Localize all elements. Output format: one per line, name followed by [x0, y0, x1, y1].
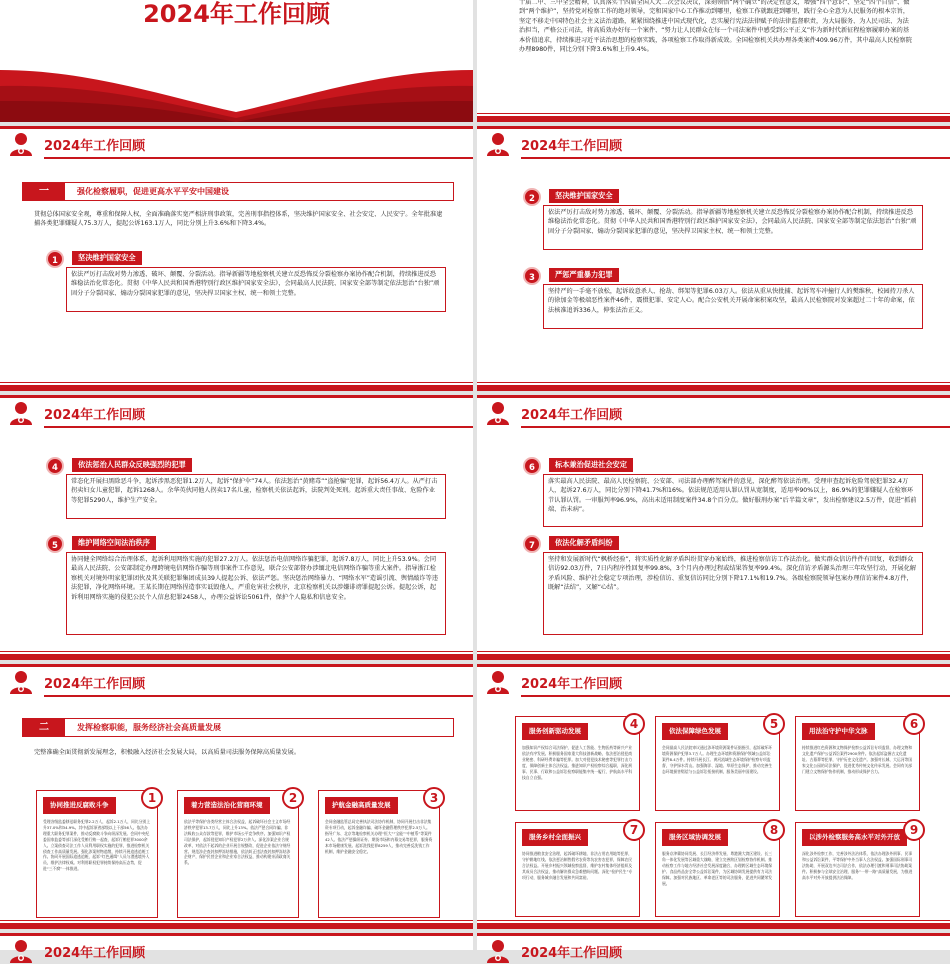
slide-partial	[0, 933, 473, 961]
person-icon	[8, 131, 34, 157]
item-box	[543, 284, 923, 329]
item-body: 坚持严的一手毫不放松，起诉故意杀人、抢劫、绑架等犯罪6.03万人。依法从重从快批捕、起诉驾车冲撞行人的樊维秋、校园持刀杀人的徐加金等极端恶性案件46件，震慑犯罪、安定人心。配合公安机关开展命案积案攻坚，最高人民检察院对发案超过二十年的命案，依法核准追诉336人，伸张法治正义。	[548, 288, 915, 314]
item-title: 标本兼治促进社会安定	[549, 458, 633, 472]
item-number: 4	[46, 457, 64, 475]
intro-paragraph: 十届二中、三中全会精神，认真落实十四届全国人大二次会议决议，深刻领悟“两个确立”的决定性意义，增强“四个意识”、坚定“四个自信”、做到“两个维护”，坚持党对检察工作的绝对领导，完和国家中心工作推动到哪里，检察工作就跟进到哪里，践行全心全意为人民服务的根本宗旨，坚定不移走中国特色社会主义法治道路，紧紧围绕推进中国式现代化，忠实履行宪法法律赋予的法律监督职责，为大局服务、为人民司法、为法治担当，严格公正司法，将高质效办好每一个案件、“努力让人民群众在每一个司法案件中感受到公平正义”作为新时代新征程检察履职办案的基本价值追求，持续推进习近平法治思想的检察实践，各项检察工作取得新成效。全国检察机关共办理各类案件409.96万件，其中最高人民检察院办理8980件，同比分别下降3.6%和上升9.4%。	[519, 0, 912, 54]
card-title: 以涉外检察服务高水平对外开放	[802, 829, 907, 846]
item-number: 7	[523, 535, 541, 553]
slide-header	[477, 664, 950, 698]
section-number: 二	[23, 719, 65, 736]
card-title: 着力营造法治化营商环境	[184, 797, 270, 814]
slide-header	[477, 126, 950, 160]
footer-bar	[477, 385, 950, 391]
card-title: 依法保障绿色发展	[662, 723, 728, 740]
item-body: 坚持和发展新时代“枫桥经验”，将实质性化解矛盾纠纷贯穿办案始终，推进检察信访工作法治化。做实群众信访件件有回复，收到群众信访92.03万件，7日内程序性回复率99.8%，3个月内办理过程或结果答复率99.4%。深化信访矛盾源头治理三年攻坚行动，开展化解矛盾风险、维护社会稳定专项治理，涉检信访、重复信访同比分别下降17.1%和19.7%。各级检察院领导包案办理信访案件4.8万件，既解“法结”，又解“心结”。	[548, 556, 917, 592]
card-body: 协同推进粮食安全治理，起诉破坏耕地、非法占用农用地等犯罪，守护耕地红线。依法惩治制售假劣农资等坑农害农犯罪，保障农民合法权益。开展乡村振兴领域检察监督，维护农村集体经济组织及其成员合法权益，推动解决群众急难愁盼问题。深化“检护民生”专项行动，服务城乡融合发展和共同富裕。	[522, 851, 633, 880]
slide-title: 2024年工作回顾	[521, 946, 623, 961]
card-number: 6	[903, 713, 925, 735]
item-box	[66, 267, 446, 312]
section-heading	[22, 718, 454, 737]
person-icon	[8, 938, 34, 964]
slide-title: 2024年工作回顾	[44, 139, 146, 154]
person-icon	[485, 131, 511, 157]
card	[655, 822, 780, 917]
item-box	[543, 552, 923, 635]
card-number: 5	[763, 713, 785, 735]
slide-section-one	[0, 126, 473, 391]
item-body: 落实最高人民法院、最高人民检察院、公安部、司法部办理醉驾案件的意见，深化醉驾依法治理。受理审查起诉危险驾驶犯罪32.4万人，起诉27.6万人，同比分别下降41.7%和16%。依法规范适用认罪认罚从宽制度，适用率90%以上，86.9%的犯罪嫌疑人在检察环节认罪认罚。一审服判率96.9%，高出未适用制度案件34.8个百分点。做好服刑办案“后半篇文章”，发出检察建议2.5万件，促进“抓前端、治未病”。	[548, 478, 917, 514]
section-number: 一	[23, 183, 65, 200]
slide-intro-text	[477, 0, 950, 122]
footer-bar	[0, 923, 473, 929]
footer-bar	[477, 654, 950, 660]
slide-title: 2024年工作回顾	[521, 408, 623, 423]
footer-bar	[477, 116, 950, 122]
item-box	[543, 474, 923, 527]
slide-header	[0, 664, 473, 698]
person-icon	[8, 669, 34, 695]
person-icon	[8, 400, 34, 426]
item-body: 依法严厉打击敌对势力渗透、破坏、颠覆、分裂活动。指导新疆等地检察机关建立反恐怖反分裂检察办案协作配合机制，持续推进反恐维稳法治化常态化。贯彻《中华人民共和国香港特别行政区维护国家安全法》，会同最高人民法院、国家安全部等制定依法惩治“台独”顽固分子分裂国家、煽动分裂国家犯罪的意见，坚决捍卫国家主权、统一和领土完整。	[71, 271, 440, 297]
card-number: 9	[903, 819, 925, 841]
card-number: 3	[423, 787, 445, 809]
card	[36, 790, 158, 918]
item-title: 严惩严重暴力犯罪	[549, 268, 619, 282]
item-title: 坚决维护国家安全	[549, 189, 619, 203]
card-body: 服务京津冀协同发展、长江经济带发展、粤港澳大湾区建设、长三角一体化发展等区域重大战略，建立完善跨区划检察协作机制。推动检察工作与地方经济社会发展深度融合，办理跨区域生态环境保护、食品药品安全等公益诉讼案件，为区域协调发展提供有力司法保障。加强对民族地区、革命老区等的司法服务，促进共同繁荣发展。	[662, 851, 773, 886]
item-number: 3	[523, 267, 541, 285]
section-title: 发挥检察职能，服务经济社会高质量发展	[77, 723, 221, 732]
footer-bar	[0, 385, 473, 391]
card-title: 服务乡村全面振兴	[522, 829, 588, 846]
card-title: 服务区域协调发展	[662, 829, 728, 846]
cover-title: 2024年工作回顾	[143, 0, 330, 28]
slide-cover	[0, 0, 473, 122]
slide-items-2-3	[477, 126, 950, 391]
slide-title: 2024年工作回顾	[44, 677, 146, 692]
item-box	[66, 552, 446, 635]
slide-title: 2024年工作回顾	[521, 139, 623, 154]
slide-header	[0, 395, 473, 429]
card-body: 会同最高人民法院审议通过涉环境资源案件证据指引，起诉破坏环境资源保护犯罪3.7万人。办理生态环境和资源保护领域公益诉讼案件8.4万件。持续开展长江、黄河流域生态环境保护检察专项监督，守护绿水青山。加强海洋、湿地、草原生态保护，推动完善生态环境损害赔偿与公益诉讼衔接机制，服务美丽中国建设。	[662, 745, 773, 774]
item-box	[543, 205, 923, 250]
footer-bar	[477, 923, 950, 929]
card-title: 协同推进反腐败斗争	[43, 797, 116, 814]
card-body: 会同金融监管总局完善执法司法协作机制，协同开展打击非法集资专项行动，起诉金融诈骗、破坏金融管理秩序犯罪2.5万人。指导广东、北京等地检察机关办理“恒大”“宝能”“中植系”等案件42人。依法严惩操纵证券、期货市场和内幕交易等犯罪，服务资本市场健康发展。起诉洗钱犯罪8259人，推动完善反洗钱工作机制，维护金融安全稳定。	[325, 819, 433, 854]
card-number: 1	[141, 787, 163, 809]
slide-title: 2024年工作回顾	[521, 677, 623, 692]
card-body: 加强知识产权综合司法保护，促进人工智能、生物医药等新兴产业依法有序发展。积极服务国家重大科技创新战略，依法惩治侵犯商业秘密、科研经费诈骗等犯罪。加大对侵犯技术秘密等犯罪打击力度，保障创新主体合法权益。推进知识产权检察综合履职，深化刑事、民事、行政和公益诉讼检察职能集中统一履行，护航高水平科技自立自强。	[522, 745, 633, 780]
card	[655, 716, 780, 811]
slide-cards-4-9	[477, 664, 950, 929]
item-title: 依法惩治人民群众反映强烈的犯罪	[72, 458, 192, 472]
item-title: 维护网络空间法治秩序	[72, 536, 156, 550]
slide-section-two	[0, 664, 473, 929]
person-icon	[485, 938, 511, 964]
section-title: 强化检察履职，促进更高水平平安中国建设	[77, 187, 229, 196]
slide-items-6-7	[477, 395, 950, 660]
slide-partial	[477, 933, 950, 961]
card	[795, 716, 920, 811]
card-title: 护航金融高质量发展	[325, 797, 398, 814]
item-number: 6	[523, 457, 541, 475]
card	[515, 822, 640, 917]
card	[795, 822, 920, 917]
card-body: 持续推进红色资源和文物保护检察公益诉讼专项监督，办理文物和文化遗产保护公益诉讼案件2900余件。依法起诉盗掘古文化遗址、古墓葬等犯罪，守护历史文化遗产。加强对长城、大运河等国家文化公园的司法保护，促进优秀传统文化传承发展。会同有关部门建立文物保护协作机制，推动形成保护合力。	[802, 745, 913, 774]
card	[515, 716, 640, 811]
red-ribbon-decoration	[0, 0, 473, 122]
item-body: 依法严厉打击敌对势力渗透、破坏、颠覆、分裂活动。指导新疆等地检察机关建立反恐怖反分裂检察办案协作配合机制，持续推进反恐维稳法治化常态化。贯彻《中华人民共和国香港特别行政区维护国家安全法》，会同最高人民法院、国家安全部等制定依法惩治“台独”顽固分子分裂国家、煽动分裂国家犯罪的意见，坚决捍卫国家主权、统一和领土完整。	[548, 209, 917, 235]
item-title: 坚决维护国家安全	[72, 251, 142, 265]
footer-bar	[0, 654, 473, 660]
card-body: 依法平等保护各类经营主体合法权益，起诉破坏社会主义市场经济秩序犯罪13.7万人，同比上升13%。依法严惩合同诈骗、非法吸收公众存款等犯罪，维护市场公平竞争秩序。加强知识产权司法保护，起诉侵犯知识产权犯罪2万余人。深化涉案企业合规改革，对依法不起诉的企业开展合规整改，促进企业依法守规经营。规范涉企查封扣押冻结措施，依法纠正违法查封扣押冻结涉企财产，保护民营企业和企业家合法权益，推动构建亲清政商关系。	[184, 819, 291, 866]
person-icon	[485, 669, 511, 695]
card	[318, 790, 440, 918]
slide-items-4-5	[0, 395, 473, 660]
item-box	[66, 474, 446, 519]
card-number: 2	[282, 787, 304, 809]
card-number: 8	[763, 819, 785, 841]
card	[177, 790, 299, 918]
item-title: 依法化解矛盾纠纷	[549, 536, 619, 550]
card-title: 用法治守护中华文脉	[802, 723, 875, 740]
card-title: 服务创新驱动发展	[522, 723, 588, 740]
section-intro: 完整准确全面贯彻新发展理念，积极融入经济社会发展大局，以高质量司法服务保障高质量发展。	[34, 749, 301, 756]
card-body: 受理各级监委移送职务犯罪2.2万人，起诉2.1万人，同比分别上升37.0%和34.9%。其中起诉原省部级以上干部56人。依法办理重大职务犯罪案件，推动反腐败斗争向纵深发展。会同中央纪委国家监委等部门深化受贿行贿一起查，起诉行贿犯罪3000余人。立案侦查司法工作人员利用职权实施的犯罪，推进检察机关侦查工作高质量发展。强化涉案财物追缴，持续开展追逃追赃工作。协同开展国际追逃追赃，起诉“红色通缉”人员与潜逃境外人员，维护法律权威。对利用职权犯罪持续保持高压态势，促进“三不腐”一体推进。	[43, 819, 150, 872]
card-number: 4	[623, 713, 645, 735]
card-body: 深化涉外检察工作，完善涉外法治体系，依法办理涉外刑事、民事和公益诉讼案件，平等保护中外当事人合法权益。加强国际刑事司法协助，开展双边多边司法合作，依法办理引渡和刑事司法协助案件。积极参与全球安全治理，服务“一带一路”高质量发展，为推进高水平对外开放提供法治保障。	[802, 851, 913, 880]
slide-header	[477, 395, 950, 429]
item-number: 1	[46, 250, 64, 268]
item-number: 2	[523, 188, 541, 206]
section-heading	[22, 182, 454, 201]
person-icon	[485, 400, 511, 426]
slide-header	[0, 126, 473, 160]
slide-title: 2024年工作回顾	[44, 408, 146, 423]
item-number: 5	[46, 535, 64, 553]
item-body: 常态化开展扫黑除恶斗争，起诉涉黑恶犯罪1.2万人，起诉“保护伞”74人。依法惩治“黄赌毒”“盗抢骗”犯罪，起诉56.4万人。从严打击拐卖妇女儿童犯罪，起诉1268人。余华英伙同他人拐卖17名儿童，检察机关依法起诉，法院判处死刑。起诉重大责任事故、危险作业等犯罪5290人，维护生产安全。	[71, 478, 438, 504]
item-body: 协同健全网络综合治理体系，起诉利用网络实施的犯罪27.2万人。依法惩治电信网络诈骗犯罪，起诉7.8万人，同比上升53.9%。会同最高人民法院、公安部制定办理跨境电信网络诈骗等刑事案件工作意见，联合公安部督办涉缅北电信网络诈骗等重大案件。指导浙江检察机关对境外明家犯罪团伙及其关联犯罪集团成员39人提起公诉、依法严惩。坚决惩治网络暴力、“网络水军”造谣引流、舆情敲诈等违法犯罪，净化网络环境。王某长期在网络捏造事实诋毁他人，严重危害社会秩序，北京检察机关以涉嫌诽谤罪提起公诉。提起公诉，起诉利用网络实施的侵犯公民个人信息犯罪2458人，办理公益诉讼5061件，保护个人隐私和信息安全。	[71, 556, 438, 601]
section-intro: 贯彻总体国家安全观，尊重和保障人权，全面准确落实宽严相济刑事政策，完善刑事指控体系，坚决维护国家安全、社会安定、人民安宁。全年批准逮捕各类犯罪嫌疑人75.3万人，提起公诉163.1万人，同比分别上升3.6%和下降3.4%。	[34, 211, 443, 228]
card-number: 7	[623, 819, 645, 841]
slide-title: 2024年工作回顾	[44, 946, 146, 961]
